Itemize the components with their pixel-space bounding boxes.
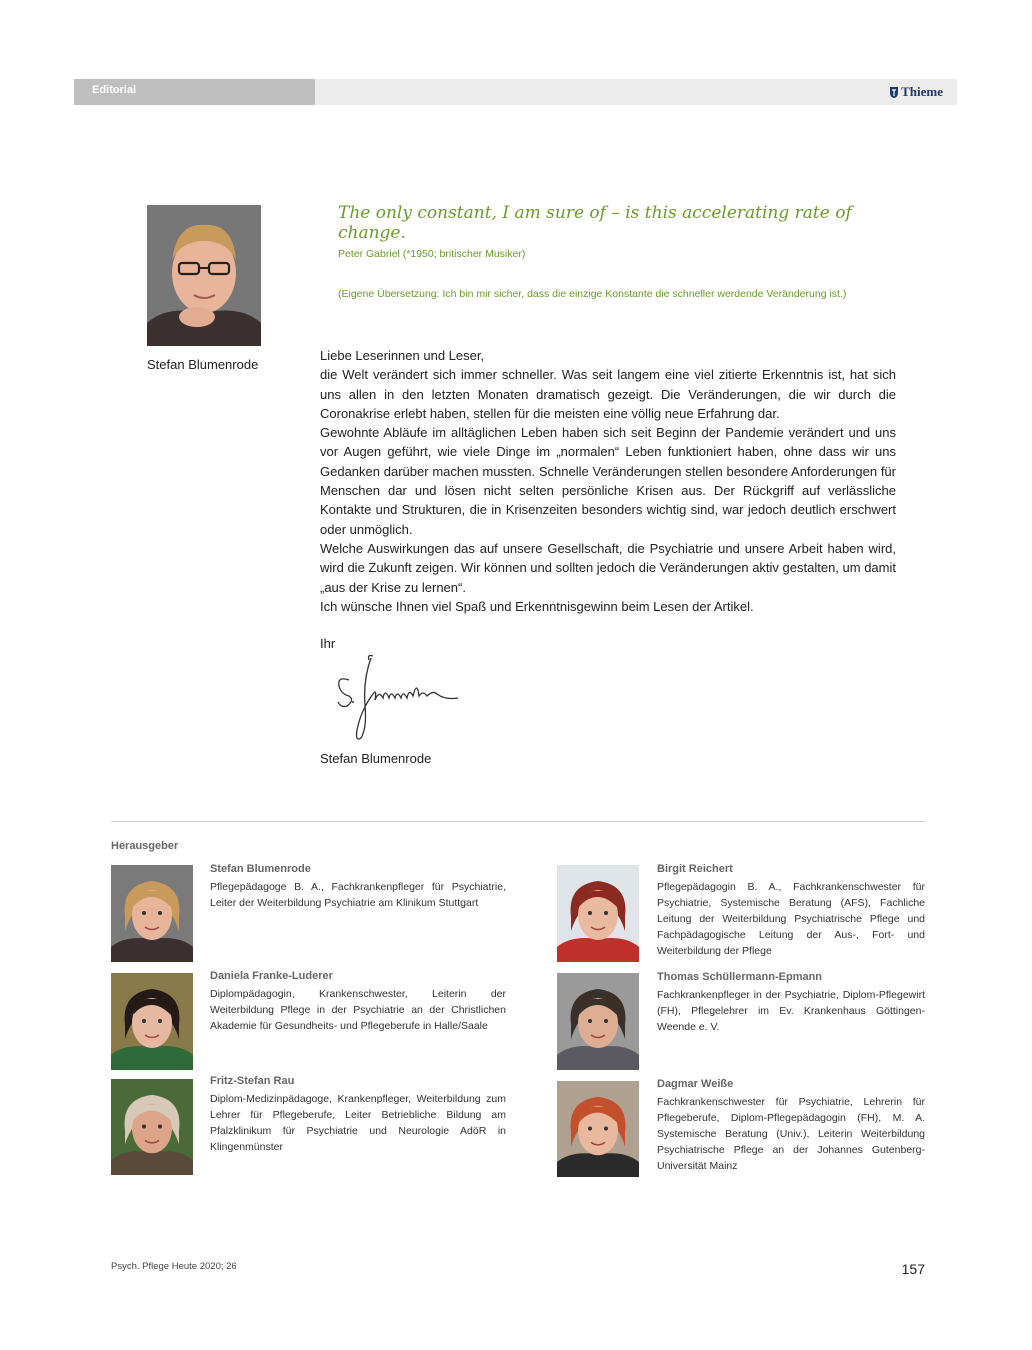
- editor-portrait: [557, 1081, 639, 1177]
- portrait-caption: Stefan Blumenrode: [147, 357, 259, 372]
- section-label: Editorial: [92, 84, 137, 96]
- editor-portrait: [557, 973, 639, 1070]
- author-portrait: [147, 205, 261, 346]
- signatory-name: Stefan Blumenrode: [320, 751, 432, 766]
- quote-translation: (Eigene Übersetzung: Ich bin mir sicher, dass die einzige Konstante die schneller werdende Veränderung ist.): [338, 288, 847, 300]
- editor-name: Thomas Schüllermann-Epmann: [657, 971, 823, 983]
- page-number: 157: [901, 1261, 925, 1277]
- editor-description: Fachkrankenschwester für Psychiatrie, Lehrerin für Pflegeberufe, Diplom-Pflegepädagogin (FH), M. A. Systemische Beratung (Univ.), Leiterin Weiterbildung Psychiatrische Pflege an der Johannes Gutenberg-Universität Mainz: [657, 1096, 925, 1172]
- editor-name: Daniela Franke-Luderer: [210, 970, 333, 982]
- paragraph: Welche Auswirkungen das auf unsere Gesellschaft, die Psychiatrie und unsere Arbeit haben wird, wird die Zukunft zeigen. Wir können und sollten jedoch die Veränderungen aktiv gestalten, um damit „aus der Krise zu lernen“.: [320, 540, 896, 595]
- editor-description: Diplom-Medizinpädagoge, Krankenpfleger, Weiterbildung zum Lehrer für Pflegeberufe, Leiter Betriebliche Bildung am Pfalzklinikum für Psychiatrie und Neurologie AdöR in Klingenmünster: [210, 1093, 506, 1153]
- salutation: Liebe Leserinnen und Leser,: [320, 348, 485, 363]
- editor-description: Pflegepädagoge B. A., Fachkrankenpfleger für Psychiatrie, Leiter der Weiterbildung Psychiatrie am Klinikum Stuttgart: [210, 881, 506, 909]
- editors-heading: Herausgeber: [111, 840, 179, 852]
- header-bar: [315, 79, 957, 105]
- quote-source: Peter Gabriel (*1950; britischer Musiker): [338, 248, 526, 260]
- editor-description: Diplompädagogin, Krankenschwester, Leiterin der Weiterbildung Pflege in der Psychiatrie an der Christlichen Akademie für Gesundheits- und Pflegeberufe in Halle/Saale: [210, 988, 506, 1032]
- paragraph: die Welt verändert sich immer schneller. Was seit langem eine viel zitierte Erkenntnis ist, hat sich uns allen in den letzten Monaten dramatisch gezeigt. Die Veränderungen, die wir durch die Coronakrise erlebt haben, stellen für die meisten eine völlig neue Erfahrung dar.: [320, 367, 896, 421]
- paragraph: Gewohnte Abläufe im alltäglichen Leben haben sich seit Beginn der Pandemie verändert und uns vor Augen geführt, wie viele Dinge im „normalen“ Leben funktioniert haben, ohne dass wir uns Gedanken darüber machen mussten. Schnelle Veränderungen stellen besondere Anforderungen für Menschen dar und lösen nicht selten persönliche Krisen aus. Der Rückgriff auf verlässliche Kontakte und Strukturen, die in Krisenzeiten besonders wichtig sind, war jedoch deutlich erschwert oder unmöglich.: [320, 425, 896, 537]
- epigraph-quote: The only constant, I am sure of – is this accelerating rate of change.: [338, 203, 852, 243]
- journal-citation: Psych. Pflege Heute 2020; 26: [111, 1261, 237, 1272]
- editor-description: Pflegepädagogin B. A., Fachkrankenschwester für Psychiatrie, Systemische Beratung (AFS), Fachliche Leitung der Weiterbildung Psychiatrische Pflege und Fachpädagogische Leitung der Aus-, Fort- und Weiterbildung der Pflege: [657, 881, 925, 957]
- editor-portrait: [111, 865, 193, 962]
- section-bar: [74, 79, 315, 105]
- editor-name: Stefan Blumenrode: [210, 863, 311, 875]
- editor-portrait: [111, 1079, 193, 1175]
- editor-portrait: [111, 973, 193, 1070]
- handwritten-signature: [333, 650, 463, 745]
- section-divider: [111, 821, 925, 822]
- editor-name: Birgit Reichert: [657, 863, 733, 875]
- editor-name: Fritz-Stefan Rau: [210, 1075, 295, 1087]
- editor-description: Fachkrankenpfleger in der Psychiatrie, Diplom-Pflegewirt (FH), Pflegelehrer im Ev. Krankenhaus Göttingen-Weende e. V.: [657, 989, 925, 1033]
- publisher-logo: [889, 84, 943, 100]
- editor-portrait: [557, 865, 639, 962]
- thieme-emblem-icon: [889, 86, 899, 99]
- editor-name: Dagmar Weiße: [657, 1078, 734, 1090]
- closing: Ihr: [320, 636, 336, 651]
- paragraph: Ich wünsche Ihnen viel Spaß und Erkenntnisgewinn beim Lesen der Artikel.: [320, 598, 754, 614]
- publisher-name: Thieme: [901, 84, 943, 99]
- editorial-body: [320, 346, 896, 616]
